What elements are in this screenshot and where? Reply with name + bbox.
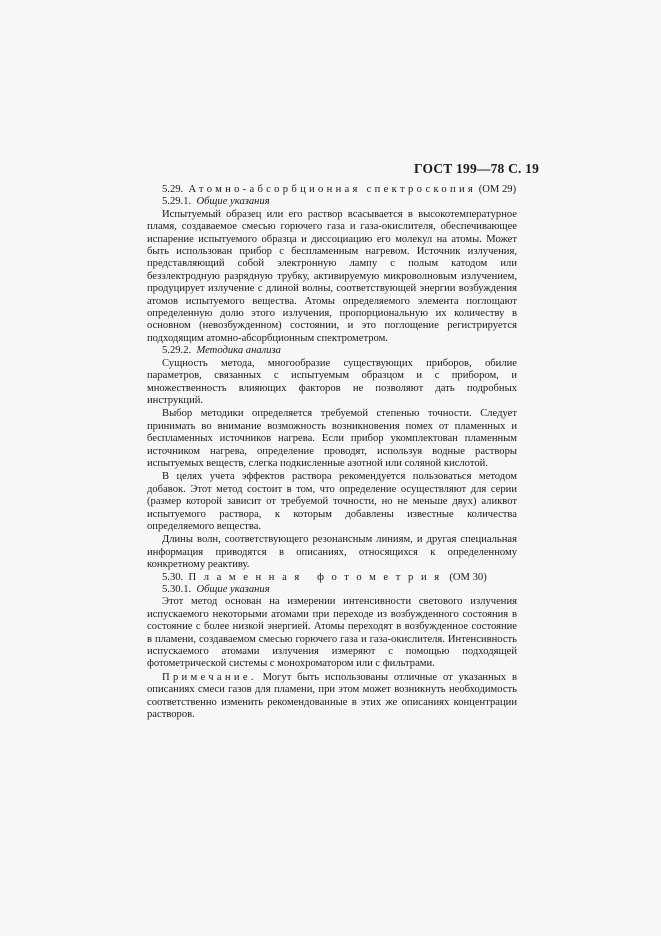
paragraph: Этот метод основан на измерении интенсивности светового излучения испускаемого некоторыми атомами при переходе из возбужденного состояния в состояние с более низкой энергией. Атомы переходят в возбужденное состояние в пламени, создаваемом смесью горючего газа и газа-окислителя. Интенсивность испускаемого атомами излучения измеряют с помощью подходящей фотометрической системы с монохроматором или с фильтрами. (147, 596, 517, 670)
note-text: Могут быть использованы отличные от указанных в описаниях смеси газов для пламени, при этом может возникнуть необходимость соответственно изменить рекомендованные в этих же описаниях концентрации растворов. (147, 671, 517, 721)
subsection-number: 5.30.1. (162, 584, 192, 595)
document-body (147, 184, 517, 721)
note-paragraph (147, 672, 517, 722)
subsection-heading-5-29-2 (147, 345, 517, 357)
paragraph: Длины волн, соответствующего резонансным линиям, и другая специальная информация приводятся в описаниях, относящихся к определенному конкретному реактиву. (147, 534, 517, 571)
section-number: 5.29. (162, 184, 184, 195)
section-heading-5-30 (147, 572, 517, 584)
note-label: Примечание. (162, 671, 257, 683)
paragraph: В целях учета эффектов раствора рекомендуется пользоваться методом добавок. Этот метод состоит в том, что определение осуществляют для серии (размер которой зависит от требуемой точности, но не меньше двух) аликвот испытуемого раствора, к которым добавлены известные количества определяемого вещества. (147, 471, 517, 532)
subsection-title: Общие указания (196, 584, 270, 595)
subsection-title: Методика анализа (196, 345, 281, 357)
section-code: (ОМ 30) (449, 571, 487, 583)
subsection-heading-5-29-1 (147, 196, 517, 208)
subsection-number: 5.29.2. (162, 345, 192, 357)
subsection-heading-5-30-1 (147, 584, 517, 596)
subsection-title: Общие указания (196, 196, 270, 208)
paragraph: Сущность метода, многообразие существующих приборов, обилие параметров, связанных с испытуемым образцом и с прибором, и множественность влияющих факторов не позволяют дать подробных инструкций. (147, 357, 517, 406)
section-heading-5-29 (147, 184, 517, 196)
page-header: ГОСТ 199—78 С. 19 (414, 161, 540, 176)
section-title: Атомно-абсорбционная спектроскопия (188, 184, 477, 195)
paragraph: Выбор методики определяется требуемой степенью точности. Следует принимать во внимание возможность возникновения помех от пламенных и беспламенных источников нагрева. Если прибор укомплектован пламенным источником нагрева, определение проводят, используя водные растворы испытуемых веществ, слегка подкисленные азотной или соляной кислотой. (147, 408, 517, 469)
paragraph: Испытуемый образец или его раствор всасывается в высокотемпературное пламя, создаваемое смесью горючего газа и газа-окислителя, обеспечивающее испарение испытуемого образца и диссоциацию его молекул на атомы. Может быть использован прибор с беспламенным нагревом. Источник излучения, представляющий собой электронную лампу с полым катодом или безэлектродную разрядную трубку, активируемую микроволновым излучением, продуцирует излучение с длиной волны, соответствующей энергии возбуждения атомов испытуемого вещества. Атомы определяемого элемента поглощают определенную долю этого излучения, пропорциональную их количеству в основном (невозбужденном) состоянии, и это поглощение регистрируется подходящим атомно-абсорбционным спектрометром. (147, 208, 517, 344)
section-title: Пламенная фотометрия (188, 571, 447, 583)
section-code: (ОМ 29) (478, 184, 517, 195)
section-number: 5.30. (162, 571, 184, 583)
subsection-number: 5.29.1. (162, 196, 192, 208)
